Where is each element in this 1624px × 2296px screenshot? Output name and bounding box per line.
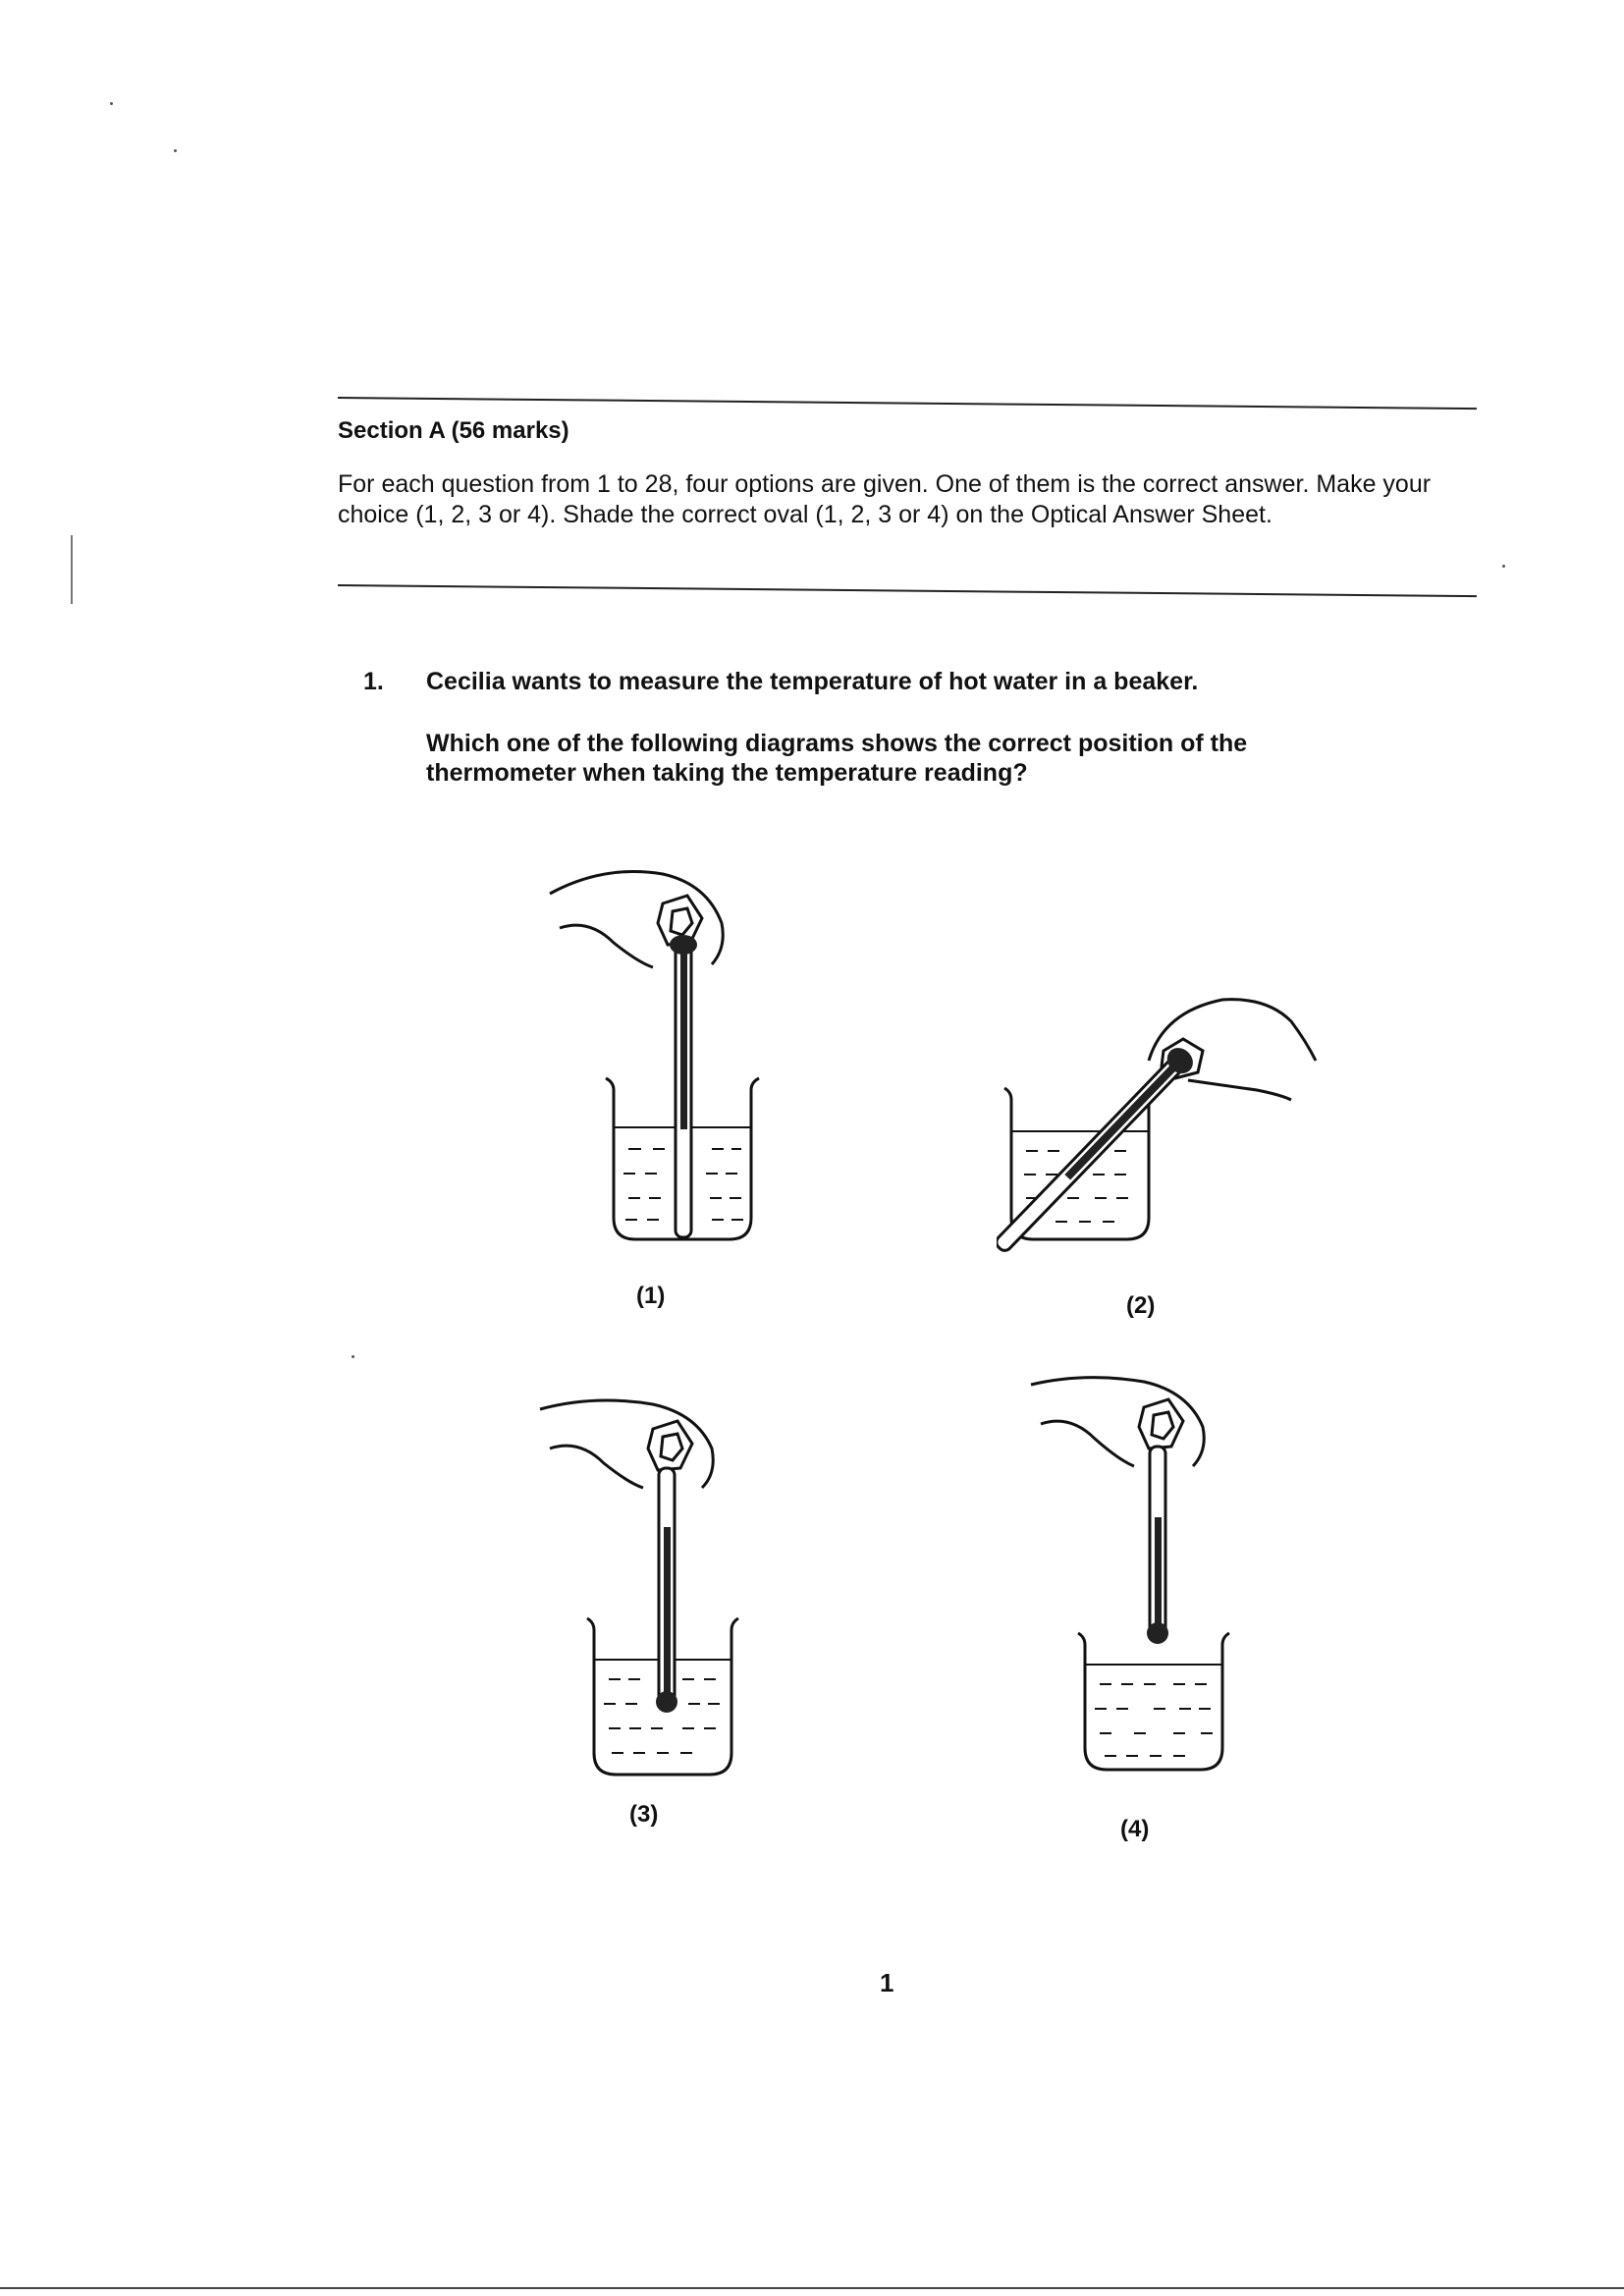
option-1-label: (1) (636, 1283, 666, 1309)
option-4-diagram (1026, 1370, 1262, 1782)
thermometer-icon (670, 935, 697, 1237)
thermometer-icon (656, 1468, 677, 1713)
scan-speck (352, 1355, 354, 1358)
hand-icon (550, 872, 723, 968)
bottom-scan-edge (0, 2287, 1624, 2289)
question-subtext: Which one of the following diagrams shows the correct position of the thermometer when taking the temperature reading? (426, 730, 1248, 787)
scan-speck (174, 149, 177, 152)
option-2-diagram (997, 982, 1330, 1277)
hand-icon (1031, 1378, 1204, 1466)
option-1-diagram (545, 854, 781, 1247)
top-rule (338, 397, 1477, 410)
question-text: Cecilia wants to measure the temperature of hot water in a beaker. (426, 668, 1199, 695)
thermometer-icon (1147, 1447, 1168, 1644)
section-title: Section A (56 marks) (338, 417, 569, 444)
instructions-bottom-rule (338, 584, 1477, 597)
section-instructions: For each question from 1 to 28, four options are given. One of them is the correct answer. Make your choice (1, 2, 3 or 4). Shade the correct oval (1, 2, 3 or 4) on the Optical Answer Sheet. (338, 470, 1432, 528)
option-2-label: (2) (1126, 1292, 1156, 1319)
question-number: 1. (363, 668, 384, 695)
scan-speck (1502, 565, 1505, 568)
option-3-label: (3) (629, 1801, 659, 1828)
option-4-label: (4) (1120, 1816, 1150, 1842)
beaker-icon (1078, 1633, 1229, 1770)
hand-icon (540, 1400, 713, 1488)
option-3-diagram (535, 1390, 771, 1782)
page-number: 1 (880, 1968, 894, 1997)
water-marks (1095, 1684, 1213, 1756)
scan-mark (71, 535, 73, 604)
scan-speck (110, 102, 113, 105)
